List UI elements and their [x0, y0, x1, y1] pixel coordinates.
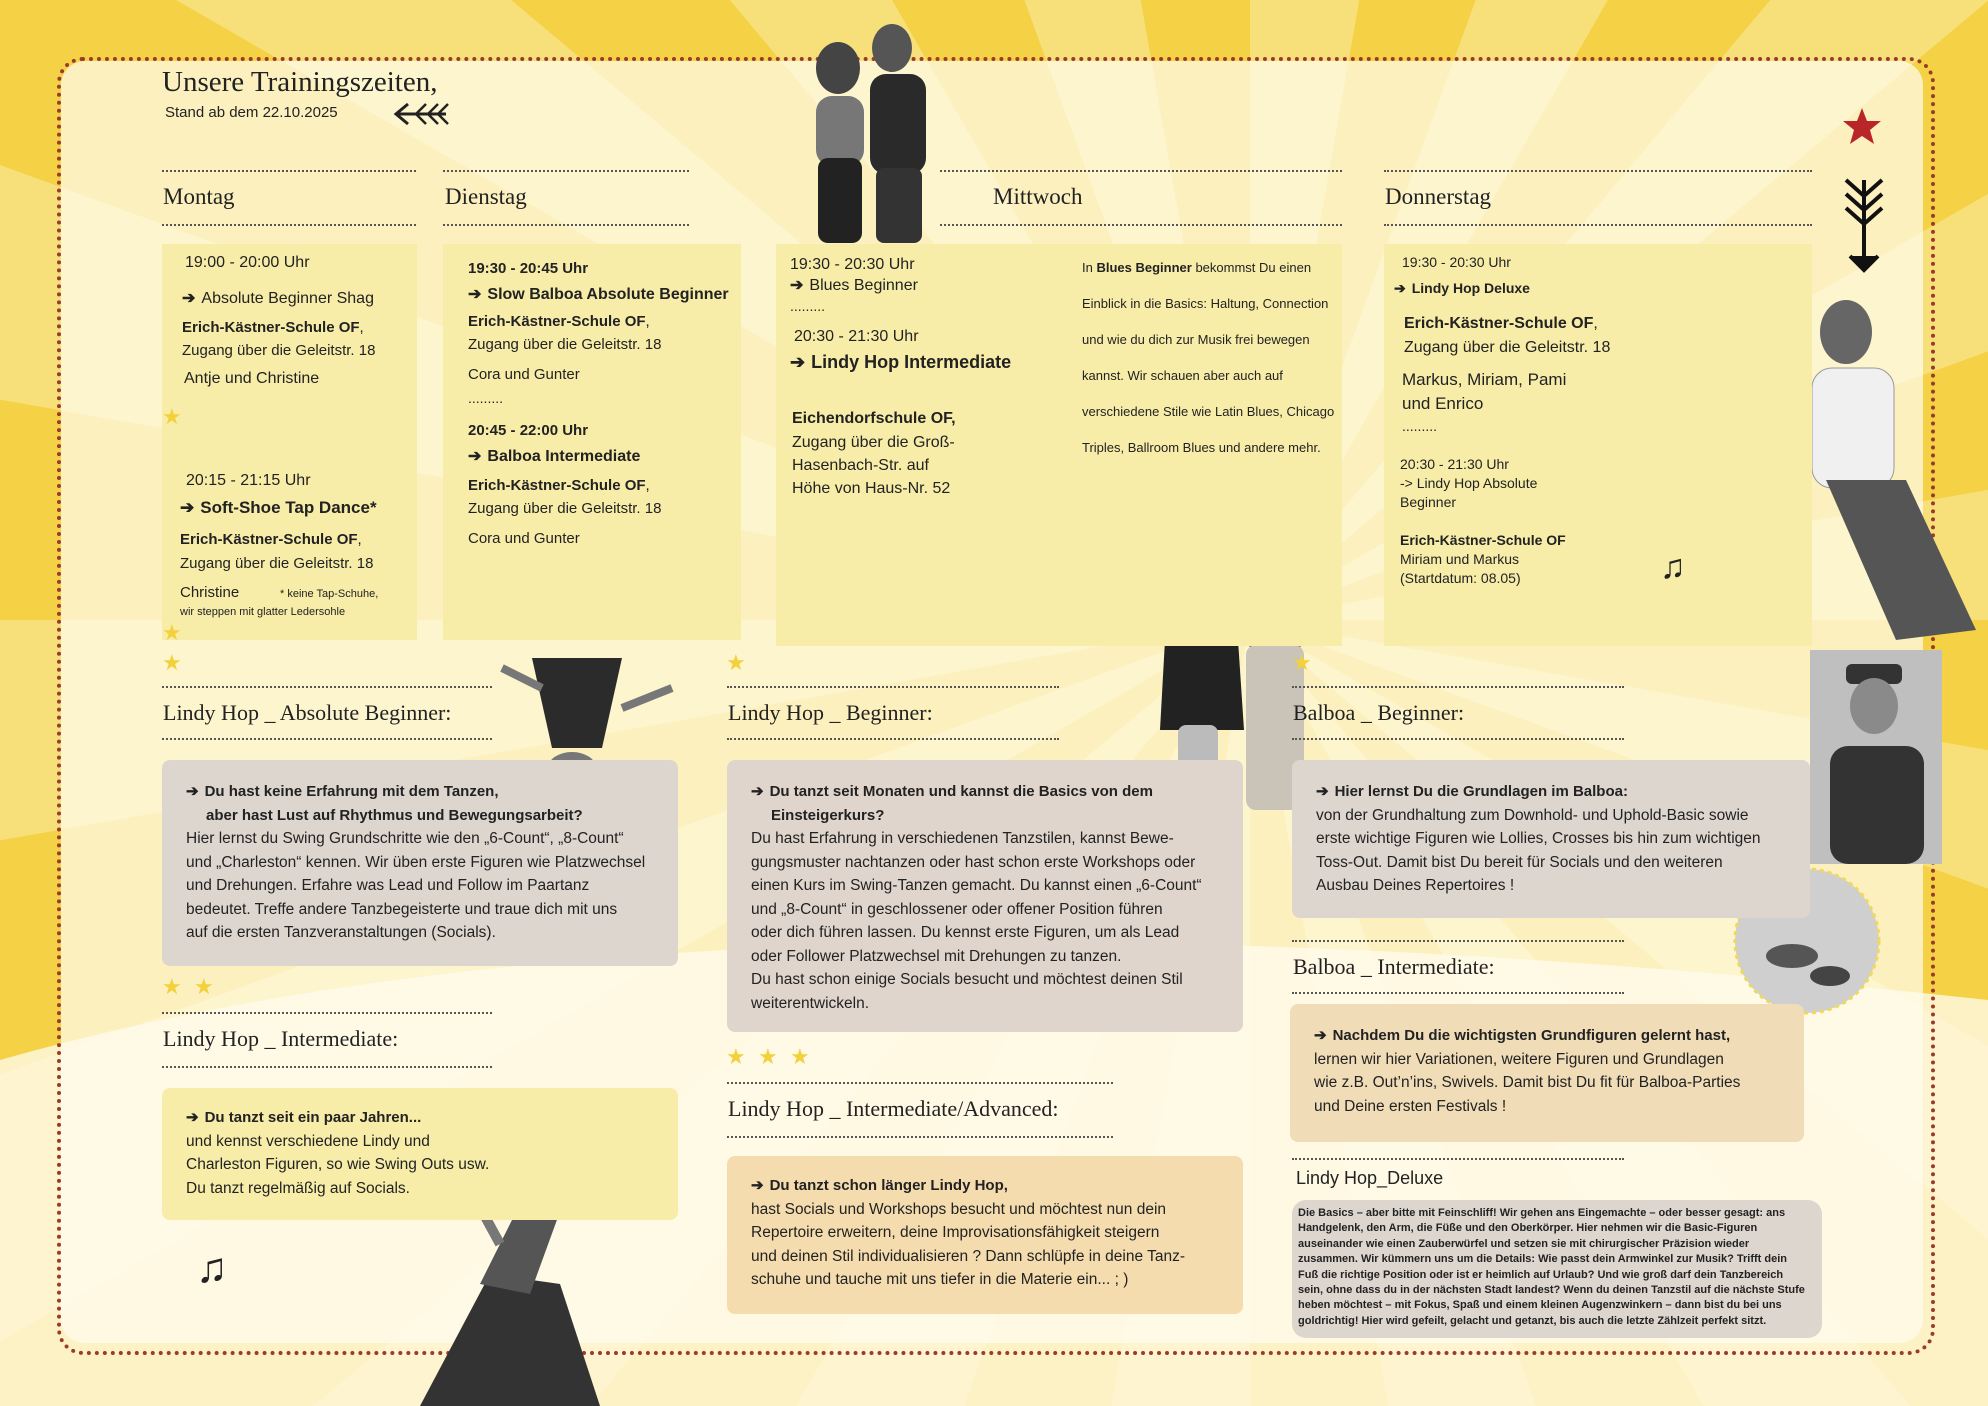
separator: .........	[468, 390, 504, 406]
day-donnerstag: Donnerstag	[1385, 184, 1492, 209]
dancer-man-photo	[1786, 290, 1986, 640]
divider	[162, 170, 416, 172]
course: ➔ Slow Balboa Absolute Beginner	[468, 286, 729, 303]
course: -> Lindy Hop Absolute	[1400, 475, 1538, 491]
divider	[162, 686, 492, 688]
page-title: Unsere Trainingszeiten,	[162, 66, 438, 98]
divider	[727, 686, 1059, 688]
note: * keine Tap-Schuhe,	[280, 588, 379, 600]
venue: Erich-Kästner-Schule OF,	[1404, 315, 1598, 332]
star-icon: ★	[726, 650, 746, 675]
access: Hasenbach-Str. auf	[792, 457, 929, 474]
teachers: Cora und Gunter	[468, 366, 580, 383]
access: Zugang über die Groß-	[792, 434, 955, 451]
teachers: Markus, Miriam, Pami	[1402, 370, 1567, 389]
star-icon: ★	[194, 974, 214, 999]
blues-description: In Blues Beginner bekommst Du einen Einblick in die Basics: Haltung, Connection und wie du dich zur Musik frei bewegen kannst. Wir schauen aber auch auf verschiedene Stile wie Latin Blues, Chicago Triples, Ballroom Blues und andere mehr.	[1082, 260, 1335, 455]
dancing-couple-photo	[780, 8, 950, 243]
divider	[162, 1012, 492, 1014]
section-title: Lindy Hop _ Intermediate:	[163, 1026, 399, 1051]
time: 20:15 - 21:15 Uhr	[186, 472, 311, 489]
star-icon: ★	[162, 404, 182, 429]
course: ➔ Absolute Beginner Shag	[182, 290, 374, 307]
bal-int-description: ➔ Nachdem Du die wichtigsten Grundfiguren gelernt hast, lernen wir hier Variationen, weitere Figuren und Grundlagen wie z.B. Out’n’ins, Swivels. Damit bist Du fit für Balboa-Parties und Deine ersten Festivals !	[1290, 1004, 1804, 1142]
teachers: Cora und Gunter	[468, 530, 580, 547]
star-icon: ★	[758, 1044, 778, 1069]
access: Höhe von Haus-Nr. 52	[792, 480, 951, 497]
star-icon: ★	[162, 650, 182, 675]
venue: Erich-Kästner-Schule OF,	[468, 477, 650, 494]
note: wir steppen mit glatter Ledersohle	[180, 606, 346, 618]
separator: .........	[1402, 418, 1438, 434]
divider	[727, 1082, 1113, 1084]
teachers: Antje und Christine	[184, 370, 320, 387]
course: ➔ Soft-Shoe Tap Dance*	[180, 498, 377, 517]
star-icon: ★	[162, 974, 182, 999]
time: 20:30 - 21:30 Uhr	[1400, 456, 1509, 472]
bal-beg-description: ➔ Hier lernst Du die Grundlagen im Balboa: von der Grundhaltung zum Downhold- und Uphold-Basic sowie erste wichtige Figuren wie Lollies, Crosses bis hin zum wichtigen Toss-Out. Damit bist Du bereit für Socials und den weiteren Ausbau Deines Repertoires !	[1292, 760, 1810, 918]
arrow-left-icon	[392, 100, 450, 128]
divider	[162, 738, 492, 740]
section-title: Lindy Hop _ Absolute Beginner:	[163, 700, 452, 725]
separator: .........	[790, 298, 826, 314]
divider	[940, 170, 1342, 172]
donnerstag-card	[1384, 244, 1812, 646]
section-title: Balboa _ Beginner:	[1293, 700, 1465, 725]
divider	[1384, 170, 1812, 172]
star-icon: ★	[1292, 650, 1312, 675]
access: Zugang über die Geleitstr. 18	[182, 342, 376, 359]
access: Zugang über die Geleitstr. 18	[1404, 339, 1611, 356]
time: 19:30 - 20:45 Uhr	[468, 260, 589, 277]
divider	[727, 1136, 1113, 1138]
time: 19:30 - 20:30 Uhr	[790, 256, 915, 273]
lh-abs-description: ➔ Du hast keine Erfahrung mit dem Tanzen, aber hast Lust auf Rhythmus und Bewegungsarbeit? Hier lernst du Swing Grundschritte wie den „6-Count“, „8-Count“ und „Charleston“ kennen. Wir üben erste Figuren wie Platzwechsel und Drehungen. Erfahre was Lead und Follow im Paartanz bedeutet. Treffe andere Tanzbegeisterte und traue dich mit uns auf die ersten Tanzveranstaltungen (Socials).	[162, 760, 678, 966]
venue: Erich-Kästner-Schule OF,	[182, 319, 364, 336]
lh-beg-description: ➔ Du tanzt seit Monaten und kannst die Basics von dem Einsteigerkurs? Du hast Erfahrung in verschiedenen Tanzstilen, kannst Bewe- gungsmuster nachtanzen oder hast schon erste Workshops oder einen Kurs im Swing-Tanzen gemacht. Du kannst einen „6-Count“ und „8-Count“ in geschlossener oder offener Position führen oder dich führen lassen. Du kennst erste Figuren, um als Lead oder Follower Platzwechsel mit Drehungen zu tanzen. Du hast schon einige Socials besucht und möchtest deinen Stil weiterentwickeln.	[727, 760, 1243, 1032]
divider	[940, 224, 1342, 226]
page-subtitle: Stand ab dem 22.10.2025	[165, 104, 338, 121]
start-date: (Startdatum: 08.05)	[1400, 570, 1521, 586]
star-icon: ★	[162, 620, 182, 645]
music-note-icon: ♫	[1660, 548, 1686, 586]
teachers: und Enrico	[1402, 394, 1484, 413]
course: Beginner	[1400, 494, 1457, 510]
lh-adv-description: ➔ Du tanzt schon länger Lindy Hop, hast Socials und Workshops besucht und möchtest nun dein Repertoire erweitern, deine Improvisationsfähigkeit steigern und deinen Stil individualisieren ? Dann schlüpfe in deine Tanz- schuhe und tauche mit uns tiefer in die Materie ein... ; )	[727, 1156, 1243, 1314]
star-icon: ★	[790, 1044, 810, 1069]
lh-int-description: ➔ Du tanzt seit ein paar Jahren... und kennst verschiedene Lindy und Charleston Figuren, so wie Swing Outs usw. Du tanzt regelmäßig auf Socials.	[162, 1088, 678, 1220]
day-dienstag: Dienstag	[445, 184, 527, 209]
divider	[1292, 686, 1624, 688]
venue: Erich-Kästner-Schule OF,	[468, 313, 650, 330]
divider	[1384, 224, 1812, 226]
divider	[1292, 940, 1624, 942]
access: Zugang über die Geleitstr. 18	[180, 555, 374, 572]
venue: Erich-Kästner-Schule OF,	[180, 531, 362, 548]
mittwoch-card	[776, 244, 1342, 646]
divider	[443, 170, 689, 172]
access: Zugang über die Geleitstr. 18	[468, 336, 662, 353]
section-title: Balboa _ Intermediate:	[1293, 954, 1495, 979]
montag-card	[162, 244, 417, 640]
music-note-icon: ♫	[196, 1244, 228, 1291]
time: 20:45 - 22:00 Uhr	[468, 422, 589, 439]
dienstag-card	[443, 244, 741, 640]
section-title: Lindy Hop_Deluxe	[1296, 1168, 1444, 1188]
day-mittwoch: Mittwoch	[993, 184, 1083, 209]
venue: Eichendorfschule OF,	[792, 410, 956, 427]
arrow-down-icon	[1842, 176, 1886, 276]
course: ➔ Blues Beginner	[790, 277, 918, 294]
day-montag: Montag	[163, 184, 235, 209]
venue: Erich-Kästner-Schule OF	[1400, 532, 1566, 548]
divider	[727, 738, 1059, 740]
teachers: Miriam und Markus	[1400, 551, 1520, 567]
section-title: Lindy Hop _ Beginner:	[728, 700, 933, 725]
section-title: Lindy Hop _ Intermediate/Advanced:	[728, 1096, 1059, 1121]
teachers: Christine	[180, 584, 240, 601]
time: 19:30 - 20:30 Uhr	[1402, 254, 1511, 270]
divider	[1292, 992, 1624, 994]
divider	[1292, 1158, 1624, 1160]
man-with-hat-photo	[1810, 650, 1942, 864]
course: ➔ Lindy Hop Intermediate	[790, 352, 1012, 372]
star-icon	[1842, 106, 1882, 146]
divider	[162, 1066, 492, 1068]
star-icon: ★	[726, 1044, 746, 1069]
divider	[162, 224, 416, 226]
divider	[1292, 738, 1624, 740]
divider	[443, 224, 689, 226]
time: 19:00 - 20:00 Uhr	[185, 254, 310, 271]
course: ➔ Balboa Intermediate	[468, 448, 641, 465]
deluxe-description: Die Basics – aber bitte mit Feinschliff! Wir gehen ans Eingemachte – oder besser gesagt: ans Handgelenk, den Arm, die Füße und den Oberkörper. Hier nehmen wir die Basic-Figuren auseinander wie einen Zauberwürfel und setzen sie mit chirurgischer Präzision wieder zusammen. Wir kümmern uns um die Details: Wie passt dein Armwinkel zur Musik? Trifft dein Fuß die richtige Position oder ist er heimlich auf Urlaub? Und wie groß darf dein Tanzbereich sein, ohne dass du in der nächsten Stadt landest? Wenn du deinen Tanzstil auf die nächste Stufe heben möchtest – mit Fokus, Spaß und einem kleinen Augenzwinkern – dann bist du bei uns goldrichtig! Hier wird gefeilt, gelacht und getanzt, bis auch die letzte Zählzeit perfekt sitzt.	[1292, 1200, 1822, 1338]
access: Zugang über die Geleitstr. 18	[468, 500, 662, 517]
time: 20:30 - 21:30 Uhr	[794, 328, 919, 345]
course: ➔ Lindy Hop Deluxe	[1394, 280, 1530, 296]
